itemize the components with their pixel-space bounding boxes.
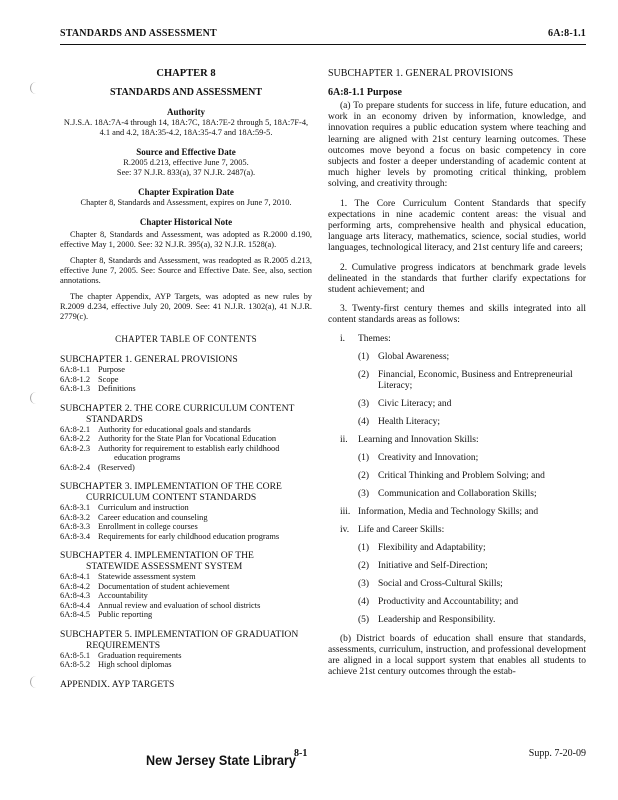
toc-entry[interactable]: 6A:8-3.3 Enrollment in college courses: [60, 522, 198, 531]
right-column: [328, 68, 586, 678]
toc-entry[interactable]: 6A:8-3.2 Career education and counseling: [60, 512, 208, 522]
source-heading: Source and Effective Date: [136, 147, 236, 157]
list-category: [328, 525, 586, 536]
list-marker: (4): [358, 596, 370, 607]
expiration-heading: Chapter Expiration Date: [138, 187, 234, 197]
toc-list-2: [60, 425, 312, 473]
section-heading: 6A:8-1.1 Purpose: [328, 87, 402, 98]
paragraph-3: 3. Twenty-first century themes and skills integrated into all content standards areas as follows:: [328, 304, 586, 326]
list-marker: (2): [358, 470, 370, 481]
list-marker: iv.: [340, 524, 350, 535]
toc-entry-continued: education programs: [114, 453, 181, 462]
toc-subchapter-4[interactable]: SUBCHAPTER 4. IMPLEMENTATION OF THE STATEWIDE ASSESSMENT SYSTEM: [60, 550, 254, 572]
paragraph-a: (a) To prepare students for success in life, future education, and work in an economy driven by information, knowledge, and innovation requires a public education system where teaching and learning are aligned with 21st century learning outcomes. These outcomes move beyond a focus on basic competency in core subjects and foster a deeper understanding of academic content at much higher levels by promoting critical thinking, problem solving, and creativity through:: [328, 101, 586, 190]
list-marker: (2): [358, 369, 370, 380]
list-item: [328, 597, 586, 608]
list-marker: iii.: [340, 506, 351, 517]
list-marker: i.: [340, 333, 346, 344]
list-item: [328, 370, 586, 392]
list-marker: (4): [358, 416, 370, 427]
list-item: [328, 417, 586, 428]
toc-list-5: [60, 651, 312, 670]
list-text: Communication and Collaboration Skills;: [378, 488, 537, 499]
margin-mark: [30, 82, 37, 94]
list-text: Learning and Innovation Skills:: [358, 434, 479, 445]
list-item: [328, 615, 586, 626]
toc-list-4: [60, 572, 312, 620]
toc-entry[interactable]: 6A:8-4.1 Statewide assessment system: [60, 572, 196, 581]
subchapter-heading: SUBCHAPTER 1. GENERAL PROVISIONS: [328, 68, 514, 79]
toc-entry[interactable]: 6A:8-2.4 (Reserved): [60, 462, 135, 472]
list-item: [328, 399, 586, 410]
list-item: [328, 453, 586, 464]
margin-mark: [30, 676, 37, 688]
running-header: [60, 28, 586, 42]
page-number: 8-1: [294, 748, 308, 759]
list-category: [328, 334, 586, 345]
toc-subchapter-2[interactable]: SUBCHAPTER 2. THE CORE CURRICULUM CONTENT STANDARDS: [60, 402, 295, 425]
list-text: Themes:: [358, 333, 391, 344]
list-text: Global Awareness;: [378, 351, 450, 362]
paragraph-1: 1. The Core Curriculum Content Standards that specify expectations in nine academic content areas: the visual and performing arts, comprehensive health and physical education, language arts literacy, mathematics, science, social studies, world languages, technological literacy, and 21st century life and careers;: [328, 198, 586, 254]
list-item: [328, 489, 586, 500]
list-item: [328, 579, 586, 590]
toc-entry[interactable]: 6A:8-5.2 High school diplomas: [60, 660, 172, 669]
list-marker: (3): [358, 578, 370, 589]
list-text: Information, Media and Technology Skills; and: [358, 506, 539, 517]
authority-text: N.J.S.A. 18A:7A-4 through 14, 18A:7C, 18A:7E-2 through 5, 18A:7F-4, 4.1 and 4.2, 18A:35-4.2, 18A:35-4.7 and 18A:59-5.: [63, 118, 309, 137]
authority-heading: Authority: [167, 107, 205, 117]
toc-appendix[interactable]: APPENDIX. AYP TARGETS: [60, 678, 175, 690]
toc-entry[interactable]: 6A:8-2.1 Authority for educational goals and standards: [60, 424, 251, 434]
history-note-3: The chapter Appendix, AYP Targets, was adopted as new rules by R.2009 d.234, effective July 20, 2009. See: 41 N.J.R. 1302(a), 41 N.J.R. 2779(c).: [60, 292, 312, 321]
toc-entry[interactable]: 6A:8-4.2 Documentation of student achievement: [60, 581, 230, 591]
library-stamp: New Jersey State Library: [146, 752, 296, 768]
toc-entry[interactable]: 6A:8-4.4 Annual review and evaluation of school districts: [60, 600, 261, 610]
history-note-2: Chapter 8, Standards and Assessment, was readopted as R.2005 d.213, effective June 7, 2005. See: Source and Effective Date. See, also, section annotations.: [60, 256, 312, 285]
list-marker: (1): [358, 452, 370, 463]
source-line-2: See: 37 N.J.R. 833(a), 37 N.J.R. 2487(a).: [116, 168, 256, 177]
list-marker: (5): [358, 614, 370, 625]
list-category: [328, 507, 586, 518]
skills-list: [328, 334, 586, 626]
list-text: Financial, Economic, Business and Entrepreneurial Literacy;: [378, 369, 573, 391]
toc-entry[interactable]: 6A:8-1.2 Scope: [60, 374, 119, 384]
list-text: Critical Thinking and Problem Solving; and: [378, 470, 545, 481]
list-text: Leadership and Responsibility.: [378, 614, 496, 625]
toc-subchapter-1[interactable]: SUBCHAPTER 1. GENERAL PROVISIONS: [60, 354, 238, 365]
toc-subchapter-5[interactable]: SUBCHAPTER 5. IMPLEMENTATION OF GRADUATION REQUIREMENTS: [60, 628, 299, 651]
toc-entry[interactable]: 6A:8-3.1 Curriculum and instruction: [60, 503, 189, 512]
chapter-name: STANDARDS AND ASSESSMENT: [109, 87, 263, 98]
list-item: [328, 352, 586, 363]
paragraph-b: (b) District boards of education shall ensure that standards, assessments, curriculum, instruction, and professional development are aligned in a local support system that enables all students to achieve 21st century outcomes through the estab-: [328, 633, 586, 678]
header-rule: [60, 44, 586, 45]
toc-entry[interactable]: 6A:8-2.3 Authority for requirement to establish early childhood: [60, 443, 280, 453]
list-text: Social and Cross-Cultural Skills;: [378, 578, 503, 589]
toc-entry[interactable]: 6A:8-5.1 Graduation requirements: [60, 650, 182, 660]
list-marker: (2): [358, 560, 370, 571]
list-text: Health Literacy;: [378, 416, 440, 427]
list-marker: (3): [358, 488, 370, 499]
left-column: [60, 68, 312, 690]
toc-subchapter-3[interactable]: SUBCHAPTER 3. IMPLEMENTATION OF THE CORE CURRICULUM CONTENT STANDARDS: [60, 481, 282, 503]
toc-entry[interactable]: 6A:8-1.3 Definitions: [60, 384, 136, 393]
list-text: Flexibility and Adaptability;: [378, 542, 486, 553]
list-item: [328, 471, 586, 482]
margin-mark: [30, 392, 37, 404]
toc-entry[interactable]: 6A:8-4.3 Accountability: [60, 591, 148, 600]
list-marker: (1): [358, 351, 370, 362]
header-section: 6A:8-1.1: [548, 28, 586, 39]
list-item: [328, 561, 586, 572]
history-note-1: Chapter 8, Standards and Assessment, was adopted as R.2000 d.190, effective May 1, 2000. See: 32 N.J.R. 395(a), 32 N.J.R. 1528(a).: [60, 230, 312, 249]
toc-title: CHAPTER TABLE OF CONTENTS: [115, 334, 257, 344]
toc-entry[interactable]: 6A:8-4.5 Public reporting: [60, 610, 153, 619]
history-heading: Chapter Historical Note: [139, 217, 233, 227]
list-item: [328, 543, 586, 554]
toc-list-3: [60, 503, 312, 541]
expiration-text: Chapter 8, Standards and Assessment, expires on June 7, 2010.: [80, 198, 292, 207]
list-text: Life and Career Skills:: [358, 524, 445, 535]
list-category: [328, 435, 586, 446]
toc-entry[interactable]: 6A:8-3.4 Requirements for early childhood education programs: [60, 531, 280, 541]
toc-entry[interactable]: 6A:8-2.2 Authority for the State Plan for Vocational Education: [60, 434, 277, 443]
list-marker: ii.: [340, 434, 348, 445]
chapter-number: CHAPTER 8: [156, 68, 216, 79]
source-line-1: R.2005 d.213, effective June 7, 2005.: [123, 158, 249, 167]
list-text: Creativity and Innovation;: [378, 452, 479, 463]
list-text: Civic Literacy; and: [378, 398, 452, 409]
list-marker: (1): [358, 542, 370, 553]
paragraph-2: 2. Cumulative progress indicators at benchmark grade levels delineated in the standards that further clarify expectations for student achievement; and: [328, 262, 586, 296]
toc-entry[interactable]: 6A:8-1.1 Purpose: [60, 365, 125, 374]
list-text: Initiative and Self-Direction;: [378, 560, 488, 571]
toc-list-1: [60, 365, 312, 394]
supplement-date: Supp. 7-20-09: [528, 748, 586, 759]
list-marker: (3): [358, 398, 370, 409]
list-text: Productivity and Accountability; and: [378, 596, 519, 607]
header-title: STANDARDS AND ASSESSMENT: [60, 28, 217, 39]
